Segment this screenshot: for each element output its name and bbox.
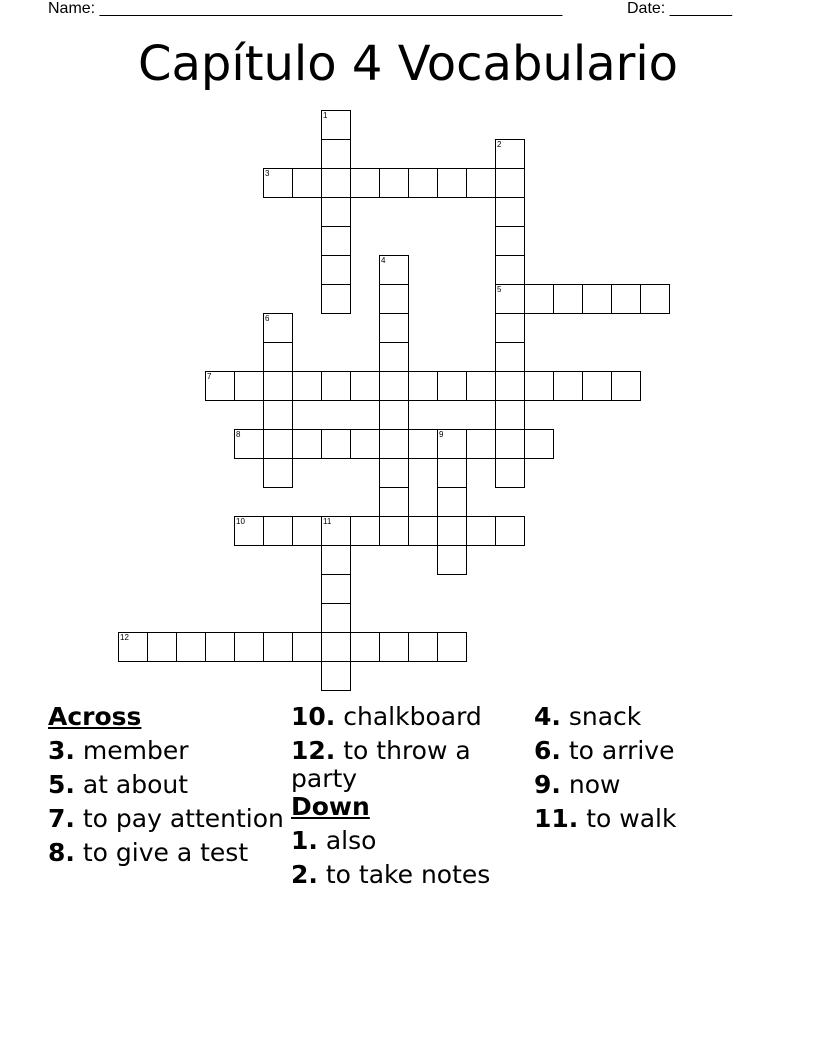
clue-number: 7. [48,804,75,833]
grid-cell[interactable] [379,458,409,488]
grid-cell[interactable] [408,632,438,662]
clue-across-12 [291,737,531,793]
grid-cell[interactable] [263,429,293,459]
grid-cell[interactable] [263,400,293,430]
grid-cell[interactable] [582,284,612,314]
cell-number: 9 [439,430,444,439]
grid-cell[interactable] [321,429,351,459]
grid-cell[interactable] [292,168,322,198]
grid-cell[interactable] [379,487,409,517]
grid-cell[interactable] [263,516,293,546]
grid-cell[interactable] [205,371,235,401]
down-heading: Down [291,792,370,821]
cell-number: 6 [265,314,270,323]
cell-number: 4 [381,256,386,265]
grid-cell[interactable] [205,632,235,662]
grid-cell[interactable] [495,458,525,488]
clue-number: 2. [291,860,318,889]
grid-cell[interactable] [263,458,293,488]
grid-cell[interactable] [263,632,293,662]
grid-cell[interactable] [321,110,351,140]
grid-cell[interactable] [379,255,409,285]
grid-cell[interactable] [437,168,467,198]
clue-across-8 [48,839,288,867]
grid-cell[interactable] [466,429,496,459]
grid-cell[interactable] [321,168,351,198]
grid-cell[interactable] [611,284,641,314]
grid-cell[interactable] [379,632,409,662]
clue-text: to take notes [325,860,491,889]
grid-cell[interactable] [408,371,438,401]
name-field-line: Name: ____________________________________________________ [48,0,563,17]
clue-number: 8. [48,838,75,867]
grid-cell[interactable] [379,342,409,372]
clue-number: 9. [534,770,561,799]
grid-cell[interactable] [321,139,351,169]
grid-cell[interactable] [234,371,264,401]
grid-cell[interactable] [495,284,525,314]
grid-cell[interactable] [553,284,583,314]
cell-number: 8 [236,430,241,439]
grid-cell[interactable] [437,458,467,488]
grid-cell[interactable] [234,429,264,459]
clue-across-7 [48,805,288,833]
across-heading: Across [48,702,142,731]
grid-cell[interactable] [321,284,351,314]
grid-cell[interactable] [350,371,380,401]
cell-number: 10 [236,517,245,526]
grid-cell[interactable] [408,429,438,459]
clue-column-1 [48,703,288,873]
clue-number: 1. [291,826,318,855]
cell-number: 3 [265,169,270,178]
clue-number: 3. [48,736,75,765]
grid-cell[interactable] [640,284,670,314]
clue-number: 10. [291,702,336,731]
grid-cell[interactable] [524,284,554,314]
grid-cell[interactable] [321,661,351,691]
grid-cell[interactable] [553,371,583,401]
clue-down-6 [534,737,774,765]
grid-cell[interactable] [292,632,322,662]
clue-text: now [568,770,621,799]
grid-cell[interactable] [524,429,554,459]
grid-cell[interactable] [466,516,496,546]
clue-number: 11. [534,804,579,833]
clue-down-9 [534,771,774,799]
grid-cell[interactable] [495,371,525,401]
cell-number: 12 [120,633,129,642]
clue-down-2 [291,861,531,889]
date-field-line: Date: _______ [627,0,732,17]
grid-cell[interactable] [466,371,496,401]
grid-cell[interactable] [350,632,380,662]
grid-cell[interactable] [234,516,264,546]
clue-across-5 [48,771,288,799]
cell-number: 1 [323,111,328,120]
clue-number: 6. [534,736,561,765]
clue-text: to walk [586,804,677,833]
clue-text: chalkboard [343,702,482,731]
grid-cell[interactable] [263,342,293,372]
grid-cell[interactable] [379,429,409,459]
cell-number: 11 [323,517,332,526]
grid-cell[interactable] [321,632,351,662]
grid-cell[interactable] [350,516,380,546]
grid-cell[interactable] [292,429,322,459]
clue-number: 12. [291,736,336,765]
grid-cell[interactable] [495,139,525,169]
grid-cell[interactable] [437,429,467,459]
grid-cell[interactable] [437,371,467,401]
grid-cell[interactable] [176,632,206,662]
clue-text: at about [82,770,189,799]
grid-cell[interactable] [495,313,525,343]
grid-cell[interactable] [321,545,351,575]
grid-cell[interactable] [147,632,177,662]
grid-cell[interactable] [263,371,293,401]
grid-cell[interactable] [495,255,525,285]
grid-cell[interactable] [321,574,351,604]
grid-cell[interactable] [263,313,293,343]
cell-number: 7 [207,372,212,381]
grid-cell[interactable] [437,632,467,662]
grid-cell[interactable] [611,371,641,401]
grid-cell[interactable] [118,632,148,662]
clue-number: 4. [534,702,561,731]
grid-cell[interactable] [379,313,409,343]
grid-cell[interactable] [582,371,612,401]
grid-cell[interactable] [321,197,351,227]
grid-cell[interactable] [437,487,467,517]
clue-text: to throw a party [291,736,471,793]
grid-cell[interactable] [524,371,554,401]
grid-cell[interactable] [495,400,525,430]
grid-cell[interactable] [350,168,380,198]
grid-cell[interactable] [495,168,525,198]
page-title: Capítulo 4 Vocabulario [137,36,679,92]
grid-cell[interactable] [263,168,293,198]
clue-column-2 [291,703,531,895]
grid-cell[interactable] [379,400,409,430]
grid-cell[interactable] [321,226,351,256]
clue-number: 5. [48,770,75,799]
clue-column-3 [534,703,774,839]
clue-across-3 [48,737,288,765]
grid-cell[interactable] [379,168,409,198]
clue-across-10 [291,703,531,731]
clue-text: snack [568,702,642,731]
grid-cell[interactable] [437,545,467,575]
grid-cell[interactable] [234,632,264,662]
grid-cell[interactable] [495,429,525,459]
clue-text: to arrive [568,736,675,765]
clue-text: member [82,736,189,765]
clue-text: to pay attention [82,804,284,833]
grid-cell[interactable] [379,284,409,314]
grid-cell[interactable] [408,516,438,546]
clue-text: to give a test [82,838,249,867]
clue-down-11 [534,805,774,833]
grid-cell[interactable] [379,371,409,401]
grid-cell[interactable] [495,516,525,546]
grid-cell[interactable] [466,168,496,198]
grid-cell[interactable] [437,516,467,546]
grid-cell[interactable] [495,226,525,256]
clue-text: also [325,826,377,855]
grid-cell[interactable] [379,516,409,546]
grid-cell[interactable] [321,371,351,401]
grid-cell[interactable] [292,516,322,546]
grid-cell[interactable] [321,603,351,633]
grid-cell[interactable] [292,371,322,401]
clue-down-4 [534,703,774,731]
grid-cell[interactable] [495,197,525,227]
grid-cell[interactable] [495,342,525,372]
grid-cell[interactable] [321,516,351,546]
grid-cell[interactable] [408,168,438,198]
grid-cell[interactable] [350,429,380,459]
grid-cell[interactable] [321,255,351,285]
cell-number: 2 [497,140,502,149]
clue-down-1 [291,827,531,855]
cell-number: 5 [497,285,502,294]
